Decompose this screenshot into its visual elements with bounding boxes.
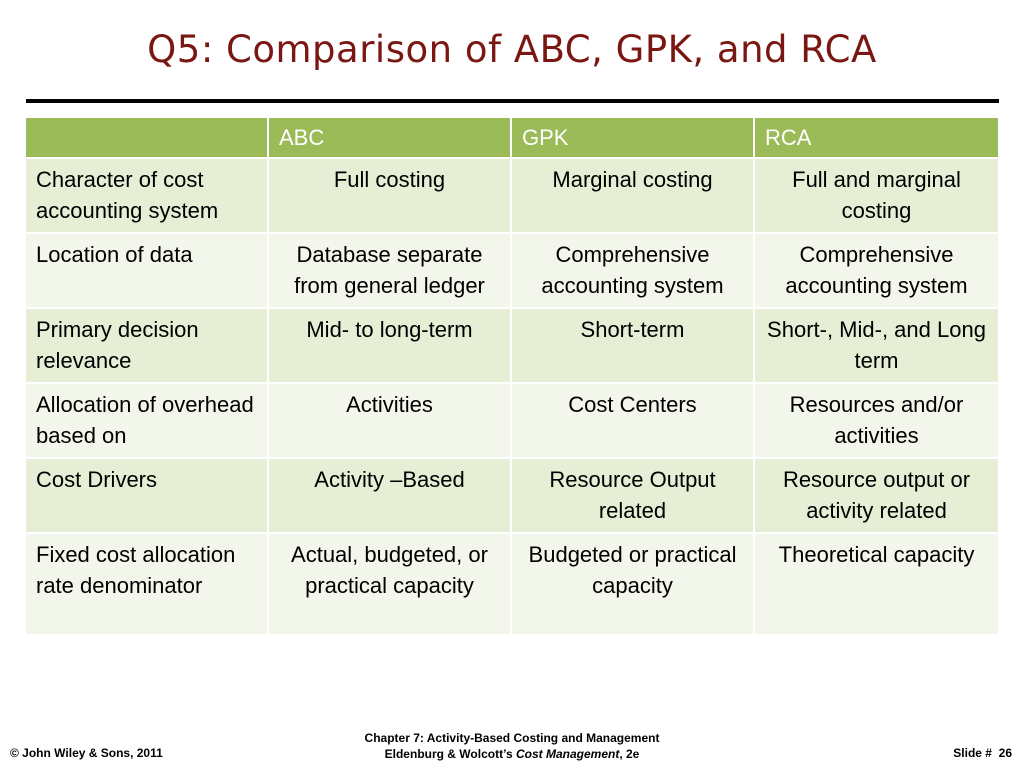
copyright-footer: © John Wiley & Sons, 2011 <box>10 746 163 760</box>
gpk-cell: Cost Centers <box>511 383 754 458</box>
row-label: Allocation of overhead based on <box>26 383 268 458</box>
rca-cell: Full and marginal costing <box>754 158 999 233</box>
slide-number-label: Slide # <box>953 746 992 760</box>
rca-cell: Comprehensive accounting system <box>754 233 999 308</box>
chapter-footer <box>262 730 762 762</box>
table-row <box>26 458 999 533</box>
row-label: Primary decision relevance <box>26 308 268 383</box>
gpk-cell: Short-term <box>511 308 754 383</box>
abc-cell: Mid- to long-term <box>268 308 511 383</box>
slide-number-footer <box>953 746 1012 760</box>
header-rca: RCA <box>754 118 999 158</box>
slide-title: Q5: Comparison of ABC, GPK, and RCA <box>147 28 877 71</box>
book-edition: , 2e <box>619 747 640 761</box>
rca-cell: Resource output or activity related <box>754 458 999 533</box>
book-citation <box>262 746 762 762</box>
row-label: Fixed cost allocation rate denominator <box>26 533 268 635</box>
abc-cell: Activity –Based <box>268 458 511 533</box>
table-row <box>26 533 999 635</box>
gpk-cell: Comprehensive accounting system <box>511 233 754 308</box>
rca-cell: Resources and/or activities <box>754 383 999 458</box>
table-row <box>26 383 999 458</box>
row-label: Character of cost accounting system <box>26 158 268 233</box>
header-gpk: GPK <box>511 118 754 158</box>
table-header-row <box>26 118 999 158</box>
rca-cell: Theoretical capacity <box>754 533 999 635</box>
chapter-title: Chapter 7: Activity-Based Costing and Management <box>364 731 660 745</box>
table-row <box>26 233 999 308</box>
slide-number: 26 <box>998 746 1012 760</box>
table-row <box>26 158 999 233</box>
title-divider <box>26 99 999 103</box>
gpk-cell: Budgeted or practical capacity <box>511 533 754 635</box>
rca-cell: Short-, Mid-, and Long term <box>754 308 999 383</box>
row-label: Cost Drivers <box>26 458 268 533</box>
book-authors: Eldenburg & Wolcott’s <box>384 747 516 761</box>
abc-cell: Actual, budgeted, or practical capacity <box>268 533 511 635</box>
row-label: Location of data <box>26 233 268 308</box>
header-empty-cell <box>26 118 268 158</box>
gpk-cell: Marginal costing <box>511 158 754 233</box>
abc-cell: Full costing <box>268 158 511 233</box>
comparison-table <box>26 118 1000 636</box>
abc-cell: Activities <box>268 383 511 458</box>
abc-cell: Database separate from general ledger <box>268 233 511 308</box>
header-abc: ABC <box>268 118 511 158</box>
table-row <box>26 308 999 383</box>
gpk-cell: Resource Output related <box>511 458 754 533</box>
book-title: Cost Management <box>515 747 620 761</box>
